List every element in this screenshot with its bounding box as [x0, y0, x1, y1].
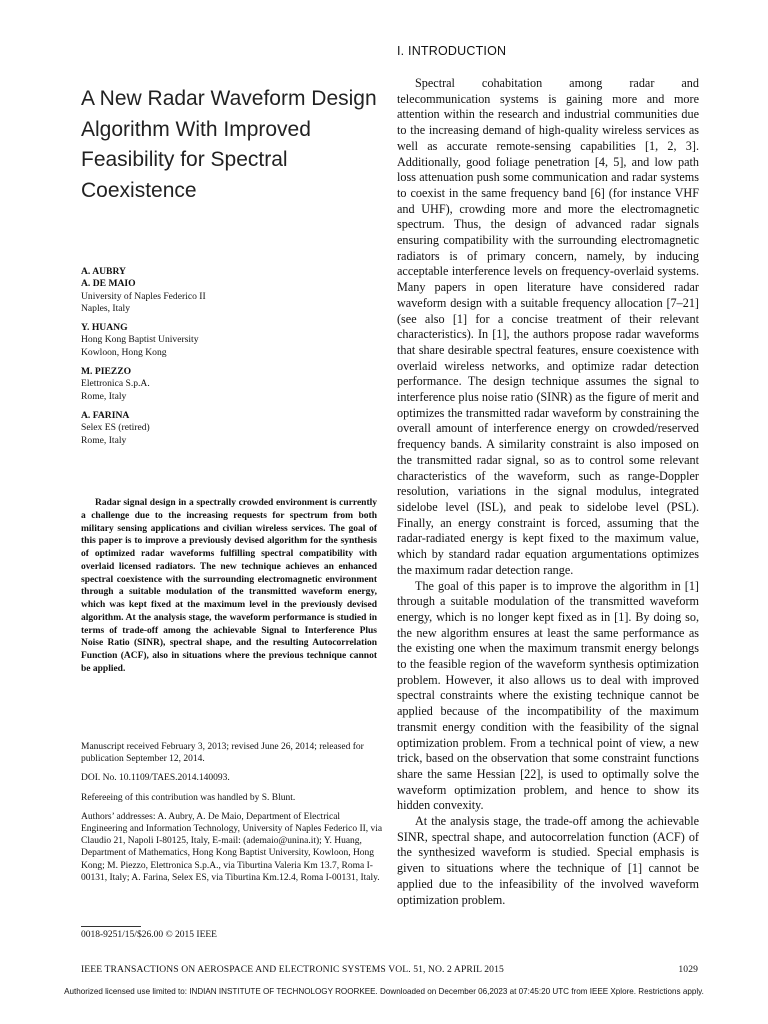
introduction-column [397, 44, 699, 908]
author-name: A. AUBRY [81, 266, 126, 277]
author-group [81, 266, 371, 315]
author-affiliation: Hong Kong Baptist University [81, 334, 199, 346]
journal-footer [81, 964, 698, 975]
abstract [81, 497, 377, 676]
body-paragraph: Spectral cohabitation among radar and telecommunication systems is gaining more and more attention within the research and industrial communities due to the increasing demand of high-quality wireless services as well as accurate remote-sensing capabilities [1, 2, 3]. Additionally, good foliage penetration [4, 5], and low path loss attenuation push some communication and radar systems to coexist in the same frequency band [6] (for instance VHF and UHF), crowding more and more the electromagnetic spectrum. Thus, the design of advanced radar signals ensuring compatibility with the surrounding electromagnetic radiators is of primary concern, namely, by inducing acceptable interference levels on frequency-overlaid systems. Many papers in open literature have considered radar waveform design with a suitable frequency allocation [7–21] (see also [1] for a concise treatment of their relevant characteristics). In [1], the authors propose radar waveforms that share desirable spectral features, ensure coexistence with overlaid wireless networks, and optimize radar detection performance. The design technique assumes the signal to interference plus noise ratio (SINR) as the figure of merit and optimizes the transmitted radar waveform by constraining the overall amount of interference energy on crowded/reserved frequency bands. A similarity constraint is also imposed on the transmitted radar signal, so as to control some relevant characteristics of the waveform, such as range-Doppler resolution, variations in the signal modulus, integrated sidelobe level (ISL), and peak to sidelobe level (PSL). Finally, an energy constraint is forced, assuming that the radar-radiated energy is kept fixed to the maximum value, which by standard radar equation argumentations optimizes the maximum radar detection range. [397, 76, 699, 577]
journal-name: IEEE TRANSACTIONS ON AEROSPACE AND ELECTRONIC SYSTEMS VOL. 51, NO. 2 APRIL 2015 [81, 964, 504, 975]
author-name: Y. HUANG [81, 322, 128, 334]
doi: DOI. No. 10.1109/TAES.2014.140093. [81, 773, 230, 784]
author-affiliation: Elettronica S.p.A. [81, 378, 150, 390]
author-location: Kowloon, Hong Kong [81, 346, 167, 358]
copyright: 0018-9251/15/$26.00 © 2015 IEEE [81, 930, 217, 940]
section-heading: I. INTRODUCTION [397, 44, 507, 58]
license-notice: Authorized licensed use limited to: INDIAN INSTITUTE OF TECHNOLOGY ROORKEE. Downloaded on December 06,2023 at 07:45:20 UTC from IEEE Xplore. Restrictions apply. [64, 987, 704, 996]
body-paragraph: At the analysis stage, the trade-off among the achievable SINR, spectral shape, and autocorrelation function (ACF) of the synthesized waveform is studied. Special emphasis is given to situations where the technique of [1] cannot be applied due to the infeasibility of the involved waveform optimization problem. [397, 814, 699, 907]
author-location: Rome, Italy [81, 434, 127, 446]
authors-addresses: Authors’ addresses: A. Aubry, A. De Maio, Department of Electrical Engineering and Information Technology, University of Naples Federico II, via Claudio 21, Napoli I-80125, Italy, E-mail: (ademaio@unina.it); Y. Huang, Department of Mathematics, Hong Kong Baptist University, Kowloon, Hong Kong; M. Piezzo, Elettronica S.p.A., via Tiburtina Valeria Km 13.7, Roma I-00131, Italy; A. Farina, Selex ES, via Tiburtina Km.12.4, Roma I-00131, Italy. [81, 811, 383, 883]
manuscript-dates: Manuscript received February 3, 2013; revised June 26, 2014; released for publication September 12, 2014. [81, 742, 364, 765]
footnote-divider [81, 926, 141, 927]
footnotes [81, 741, 383, 891]
author-affiliation: Selex ES (retired) [81, 422, 150, 434]
author-location: Rome, Italy [81, 390, 127, 402]
author-affiliation: University of Naples Federico II [81, 290, 206, 302]
paper-title: A New Radar Waveform Design Algorithm With Improved Feasibility for Spectral Coexistence [81, 87, 377, 202]
author-location: Naples, Italy [81, 302, 131, 314]
author-group [81, 322, 371, 359]
body-paragraph: The goal of this paper is to improve the algorithm in [1] through a suitable modulation of the transmitted waveform energy, which is no longer kept fixed as in [1]. By doing so, the new algorithm ensures at least the same performance as the existing one when the maximum transmit energy belongs to the feasible region of the waveform synthesis optimization problem. However, it also allows us to deal with improved spectral constraints where the existing technique cannot be applied because of the incompatibility of the maximum transmit energy condition with the feasibility of the signal optimization problem. From a technical point of view, a new trick, based on the observation that some constraint functions share the same Hessian [22], is used to optimally solve the waveform optimization problem, and hence to show its hidden convexity. [397, 578, 699, 813]
author-group [81, 366, 371, 403]
refereeing-note: Refereeing of this contribution was handled by S. Blunt. [81, 792, 296, 803]
author-name: M. PIEZZO [81, 366, 132, 378]
author-list [81, 266, 371, 454]
author-name: A. FARINA [81, 409, 130, 421]
page-number: 1029 [678, 964, 698, 975]
author-name: A. DE MAIO [81, 278, 136, 290]
abstract-text: Radar signal design in a spectrally crowded environment is currently a challenge due to the increasing requests for spectrum from both military sensing applications and civilian wireless services. The goal of this paper is to improve a previously devised algorithm for the synthesis of optimized radar waveforms fulfilling spectral compatibility with overlaid licensed radiators. The new technique achieves an enhanced spectral coexistence with the surrounding electromagnetic environment through a suitable modulation of the transmitted waveform energy, which was kept fixed at the maximum level in the previously devised algorithm. At the analysis stage, the waveform performance is studied in terms of trade-off among the achievable Signal to Interference Plus Noise Ratio (SINR), spectral shape, and the resulting Autocorrelation Function (ACF), also in situations where the previous technique cannot be applied. [81, 498, 377, 674]
author-group [81, 410, 371, 447]
